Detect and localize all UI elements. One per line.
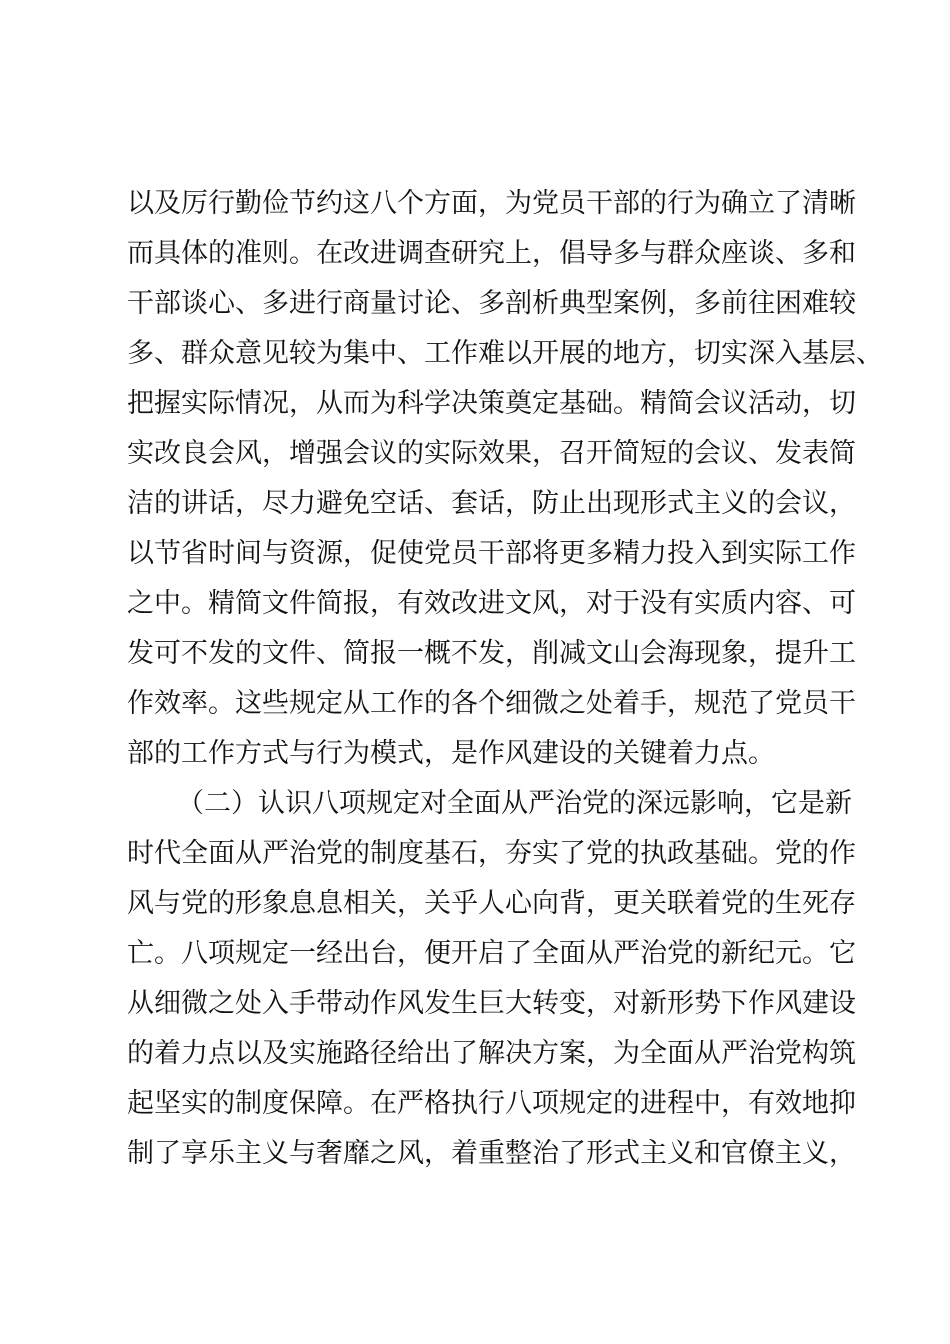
text-line: 风与党的形象息息相关，关乎人心向背，更关联着党的生死存 [127,888,856,919]
text-line: 实改良会风，增强会议的实际效果，召开简短的会议、发表简 [127,438,856,469]
text-line: 干部谈心、多进行商量讨论、多剖析典型案例，多前往困难较 [127,288,856,319]
text-line: 的着力点以及实施路径给出了解决方案，为全面从严治党构筑 [127,1038,856,1069]
text-line: 之中。精简文件简报，有效改进文风，对于没有实质内容、可 [127,588,856,619]
text-line: 作效率。这些规定从工作的各个细微之处着手，规范了党员干 [127,688,856,719]
text-line: 时代全面从严治党的制度基石，夯实了党的执政基础。党的作 [127,838,856,869]
text-line: 洁的讲话，尽力避免空话、套话，防止出现形式主义的会议， [127,488,856,519]
text-line: 从细微之处入手带动作风发生巨大转变，对新形势下作风建设 [127,988,856,1019]
text-line: 以及厉行勤俭节约这八个方面，为党员干部的行为确立了清晰 [127,188,856,219]
text-line: 把握实际情况，从而为科学决策奠定基础。精简会议活动，切 [127,388,856,419]
text-line: 发可不发的文件、简报一概不发，削减文山会海现象，提升工 [127,638,856,669]
text-line: 制了享乐主义与奢靡之风，着重整治了形式主义和官僚主义， [127,1138,856,1169]
text-line: 起坚实的制度保障。在严格执行八项规定的进程中，有效地抑 [127,1088,856,1119]
text-line: 而具体的准则。在改进调查研究上，倡导多与群众座谈、多和 [127,238,856,269]
text-line: 部的工作方式与行为模式，是作风建设的关键着力点。 [127,738,775,769]
text-line: 多、群众意见较为集中、工作难以开展的地方，切实深入基层、 [127,338,883,369]
section-heading-line: （二）认识八项规定对全面从严治党的深远影响，它是新 [177,788,852,819]
text-line: 亡。八项规定一经出台，便开启了全面从严治党的新纪元。它 [127,938,856,969]
text-line: 以节省时间与资源，促使党员干部将更多精力投入到实际工作 [127,538,856,569]
